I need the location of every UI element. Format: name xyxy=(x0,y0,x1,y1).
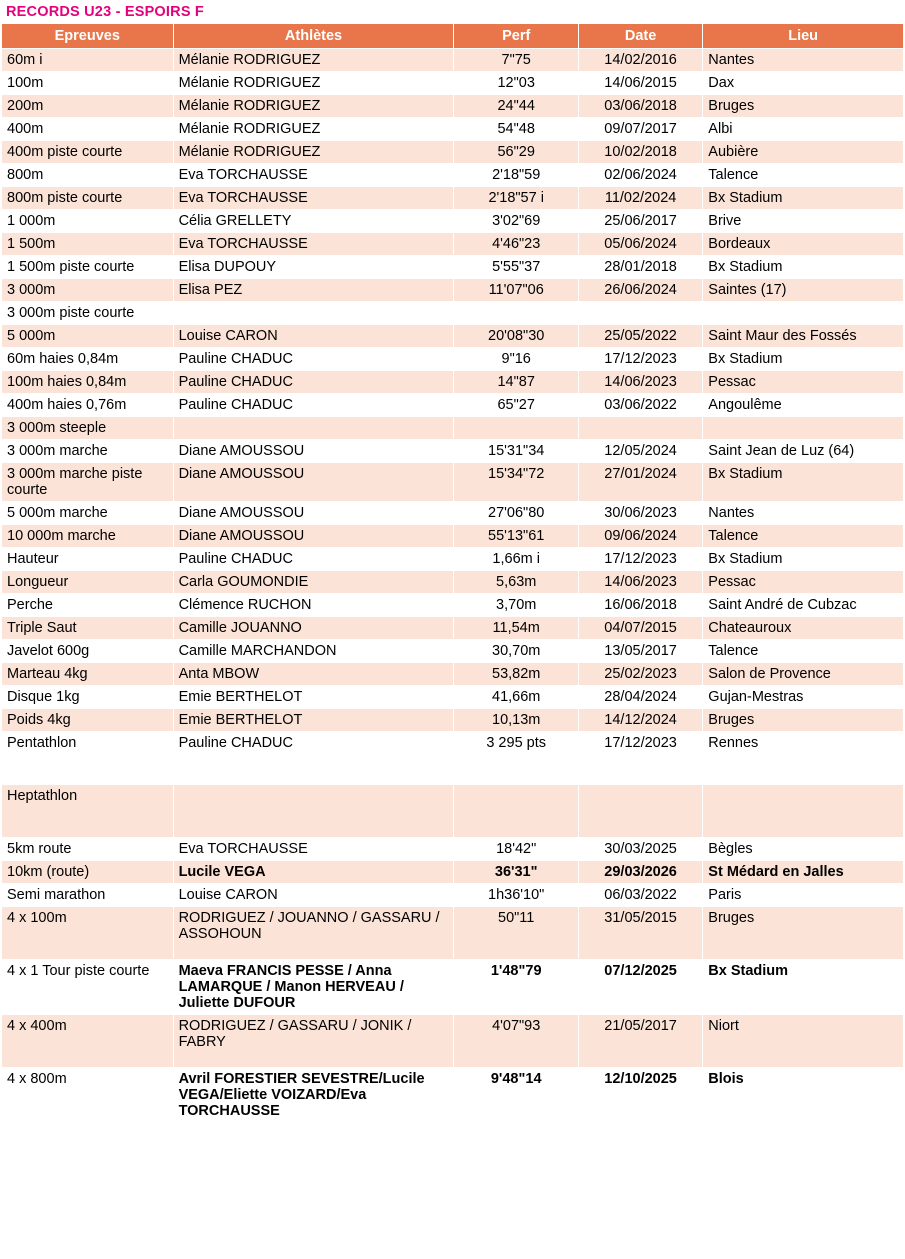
cell-date: 28/01/2018 xyxy=(578,256,702,279)
cell-date xyxy=(578,785,702,838)
cell-athlete: Diane AMOUSSOU xyxy=(173,463,454,502)
cell-lieu: Chateauroux xyxy=(703,617,904,640)
cell-athlete: Diane AMOUSSOU xyxy=(173,440,454,463)
cell-date: 16/06/2018 xyxy=(578,594,702,617)
table-row xyxy=(2,141,904,164)
table-row xyxy=(2,686,904,709)
cell-athlete: Maeva FRANCIS PESSE / Anna LAMARQUE / Manon HERVEAU / Juliette DUFOUR xyxy=(173,960,454,1015)
cell-lieu: Bx Stadium xyxy=(703,960,904,1015)
cell-perf: 9"16 xyxy=(454,348,578,371)
cell-perf: 1'48"79 xyxy=(454,960,578,1015)
cell-perf: 20'08"30 xyxy=(454,325,578,348)
cell-lieu: Aubière xyxy=(703,141,904,164)
cell-date: 10/02/2018 xyxy=(578,141,702,164)
cell-perf: 36'31" xyxy=(454,861,578,884)
cell-athlete: Pauline CHADUC xyxy=(173,348,454,371)
table-row xyxy=(2,1068,904,1123)
page-title: RECORDS U23 - ESPOIRS F xyxy=(6,4,204,20)
cell-epreuve: Hauteur xyxy=(2,548,174,571)
cell-lieu: Bx Stadium xyxy=(703,548,904,571)
cell-epreuve: Perche xyxy=(2,594,174,617)
cell-athlete: Diane AMOUSSOU xyxy=(173,525,454,548)
cell-perf: 41,66m xyxy=(454,686,578,709)
cell-lieu: Bruges xyxy=(703,907,904,960)
cell-athlete: Mélanie RODRIGUEZ xyxy=(173,141,454,164)
cell-epreuve: 3 000m marche xyxy=(2,440,174,463)
cell-athlete: Mélanie RODRIGUEZ xyxy=(173,118,454,141)
cell-perf: 15'31"34 xyxy=(454,440,578,463)
table-row xyxy=(2,279,904,302)
cell-perf: 30,70m xyxy=(454,640,578,663)
table-row xyxy=(2,325,904,348)
table-row xyxy=(2,463,904,502)
table-row xyxy=(2,371,904,394)
cell-date: 25/02/2023 xyxy=(578,663,702,686)
cell-date xyxy=(578,417,702,440)
cell-epreuve: 3 000m xyxy=(2,279,174,302)
cell-date: 29/03/2026 xyxy=(578,861,702,884)
cell-date: 27/01/2024 xyxy=(578,463,702,502)
cell-athlete: Mélanie RODRIGUEZ xyxy=(173,49,454,72)
cell-perf: 12"03 xyxy=(454,72,578,95)
table-row xyxy=(2,164,904,187)
table-row xyxy=(2,548,904,571)
cell-lieu: St Médard en Jalles xyxy=(703,861,904,884)
cell-date: 14/12/2024 xyxy=(578,709,702,732)
cell-athlete: Camille MARCHANDON xyxy=(173,640,454,663)
cell-epreuve: 3 000m marche piste courte xyxy=(2,463,174,502)
table-row xyxy=(2,907,904,960)
cell-date: 12/10/2025 xyxy=(578,1068,702,1123)
cell-date: 14/06/2015 xyxy=(578,72,702,95)
cell-epreuve: 4 x 100m xyxy=(2,907,174,960)
cell-date: 04/07/2015 xyxy=(578,617,702,640)
cell-lieu: Pessac xyxy=(703,571,904,594)
table-row xyxy=(2,440,904,463)
cell-epreuve: 1 500m piste courte xyxy=(2,256,174,279)
cell-date: 17/12/2023 xyxy=(578,348,702,371)
table-row xyxy=(2,417,904,440)
cell-epreuve: Disque 1kg xyxy=(2,686,174,709)
cell-perf: 4'46"23 xyxy=(454,233,578,256)
cell-perf: 2'18"59 xyxy=(454,164,578,187)
cell-athlete: Clémence RUCHON xyxy=(173,594,454,617)
cell-date: 26/06/2024 xyxy=(578,279,702,302)
cell-lieu: Salon de Provence xyxy=(703,663,904,686)
cell-perf xyxy=(454,302,578,325)
column-header-perf: Perf xyxy=(454,24,578,49)
cell-date: 14/02/2016 xyxy=(578,49,702,72)
table-row xyxy=(2,663,904,686)
cell-lieu: Bruges xyxy=(703,95,904,118)
cell-epreuve: 1 000m xyxy=(2,210,174,233)
cell-date: 07/12/2025 xyxy=(578,960,702,1015)
cell-lieu: Saint André de Cubzac xyxy=(703,594,904,617)
cell-athlete xyxy=(173,417,454,440)
cell-athlete: Célia GRELLETY xyxy=(173,210,454,233)
cell-perf: 27'06"80 xyxy=(454,502,578,525)
cell-athlete: Eva TORCHAUSSE xyxy=(173,187,454,210)
cell-epreuve: 5km route xyxy=(2,838,174,861)
cell-athlete: Mélanie RODRIGUEZ xyxy=(173,72,454,95)
records-table xyxy=(1,23,904,1123)
cell-lieu: Talence xyxy=(703,640,904,663)
cell-epreuve: Heptathlon xyxy=(2,785,174,838)
cell-epreuve: 800m piste courte xyxy=(2,187,174,210)
cell-lieu: Saint Jean de Luz (64) xyxy=(703,440,904,463)
table-row xyxy=(2,1015,904,1068)
table-header xyxy=(2,24,904,49)
cell-date: 03/06/2022 xyxy=(578,394,702,417)
cell-lieu: Bègles xyxy=(703,838,904,861)
cell-date: 09/06/2024 xyxy=(578,525,702,548)
table-row xyxy=(2,571,904,594)
cell-lieu: Niort xyxy=(703,1015,904,1068)
cell-perf: 11,54m xyxy=(454,617,578,640)
cell-epreuve: 1 500m xyxy=(2,233,174,256)
cell-athlete: Eva TORCHAUSSE xyxy=(173,838,454,861)
table-row xyxy=(2,732,904,785)
cell-perf: 18'42" xyxy=(454,838,578,861)
table-row xyxy=(2,785,904,838)
cell-date: 14/06/2023 xyxy=(578,571,702,594)
cell-lieu: Saint Maur des Fossés xyxy=(703,325,904,348)
cell-athlete xyxy=(173,785,454,838)
table-row xyxy=(2,594,904,617)
cell-perf xyxy=(454,417,578,440)
cell-perf: 56"29 xyxy=(454,141,578,164)
cell-epreuve: Longueur xyxy=(2,571,174,594)
table-row xyxy=(2,95,904,118)
cell-perf: 1,66m i xyxy=(454,548,578,571)
cell-lieu: Gujan-Mestras xyxy=(703,686,904,709)
cell-date: 28/04/2024 xyxy=(578,686,702,709)
table-row xyxy=(2,394,904,417)
column-header-athletes: Athlètes xyxy=(173,24,454,49)
table-row xyxy=(2,210,904,233)
cell-date: 17/12/2023 xyxy=(578,732,702,785)
cell-perf: 11'07"06 xyxy=(454,279,578,302)
cell-epreuve: 400m xyxy=(2,118,174,141)
cell-date: 02/06/2024 xyxy=(578,164,702,187)
cell-date: 25/06/2017 xyxy=(578,210,702,233)
cell-athlete: Camille JOUANNO xyxy=(173,617,454,640)
cell-perf: 54"48 xyxy=(454,118,578,141)
cell-perf: 1h36'10" xyxy=(454,884,578,907)
cell-athlete: Pauline CHADUC xyxy=(173,371,454,394)
cell-date: 13/05/2017 xyxy=(578,640,702,663)
cell-lieu: Bx Stadium xyxy=(703,256,904,279)
cell-athlete: Diane AMOUSSOU xyxy=(173,502,454,525)
cell-athlete: RODRIGUEZ / JOUANNO / GASSARU / ASSOHOUN xyxy=(173,907,454,960)
cell-athlete: Avril FORESTIER SEVESTRE/Lucile VEGA/Eliette VOIZARD/Eva TORCHAUSSE xyxy=(173,1068,454,1123)
table-row xyxy=(2,187,904,210)
cell-date: 31/05/2015 xyxy=(578,907,702,960)
cell-epreuve: Poids 4kg xyxy=(2,709,174,732)
cell-perf: 24"44 xyxy=(454,95,578,118)
cell-lieu: Angoulême xyxy=(703,394,904,417)
cell-epreuve: Marteau 4kg xyxy=(2,663,174,686)
cell-date: 25/05/2022 xyxy=(578,325,702,348)
cell-lieu: Blois xyxy=(703,1068,904,1123)
cell-perf: 15'34"72 xyxy=(454,463,578,502)
cell-lieu xyxy=(703,302,904,325)
table-row xyxy=(2,302,904,325)
table-row xyxy=(2,233,904,256)
cell-date: 30/06/2023 xyxy=(578,502,702,525)
cell-date: 21/05/2017 xyxy=(578,1015,702,1068)
table-row xyxy=(2,348,904,371)
cell-athlete: Anta MBOW xyxy=(173,663,454,686)
cell-date: 12/05/2024 xyxy=(578,440,702,463)
cell-lieu: Rennes xyxy=(703,732,904,785)
table-row xyxy=(2,709,904,732)
cell-lieu: Bruges xyxy=(703,709,904,732)
cell-epreuve: 10 000m marche xyxy=(2,525,174,548)
cell-perf: 9'48"14 xyxy=(454,1068,578,1123)
cell-epreuve: Triple Saut xyxy=(2,617,174,640)
cell-lieu: Albi xyxy=(703,118,904,141)
cell-epreuve: 10km (route) xyxy=(2,861,174,884)
cell-perf: 10,13m xyxy=(454,709,578,732)
table-row xyxy=(2,72,904,95)
cell-athlete: RODRIGUEZ / GASSARU / JONIK / FABRY xyxy=(173,1015,454,1068)
cell-athlete xyxy=(173,302,454,325)
cell-lieu: Talence xyxy=(703,164,904,187)
cell-lieu xyxy=(703,785,904,838)
column-header-epreuves: Epreuves xyxy=(2,24,174,49)
cell-perf: 7"75 xyxy=(454,49,578,72)
cell-epreuve: 4 x 800m xyxy=(2,1068,174,1123)
cell-lieu: Brive xyxy=(703,210,904,233)
cell-perf: 3'02"69 xyxy=(454,210,578,233)
cell-epreuve: 4 x 1 Tour piste courte xyxy=(2,960,174,1015)
cell-athlete: Carla GOUMONDIE xyxy=(173,571,454,594)
cell-perf: 5,63m xyxy=(454,571,578,594)
cell-perf: 2'18"57 i xyxy=(454,187,578,210)
cell-epreuve: 60m i xyxy=(2,49,174,72)
cell-athlete: Elisa PEZ xyxy=(173,279,454,302)
cell-lieu: Saintes (17) xyxy=(703,279,904,302)
cell-lieu: Nantes xyxy=(703,502,904,525)
cell-athlete: Louise CARON xyxy=(173,325,454,348)
cell-perf: 65"27 xyxy=(454,394,578,417)
cell-lieu: Bx Stadium xyxy=(703,187,904,210)
header-row xyxy=(2,24,904,49)
cell-date: 11/02/2024 xyxy=(578,187,702,210)
cell-athlete: Elisa DUPOUY xyxy=(173,256,454,279)
cell-date: 09/07/2017 xyxy=(578,118,702,141)
cell-epreuve: 5 000m xyxy=(2,325,174,348)
cell-lieu xyxy=(703,417,904,440)
cell-lieu: Dax xyxy=(703,72,904,95)
cell-perf: 3 295 pts xyxy=(454,732,578,785)
cell-perf: 3,70m xyxy=(454,594,578,617)
cell-date: 30/03/2025 xyxy=(578,838,702,861)
cell-epreuve: 3 000m piste courte xyxy=(2,302,174,325)
cell-epreuve: 400m haies 0,76m xyxy=(2,394,174,417)
cell-epreuve: 400m piste courte xyxy=(2,141,174,164)
cell-athlete: Emie BERTHELOT xyxy=(173,686,454,709)
column-header-date: Date xyxy=(578,24,702,49)
table-body xyxy=(2,49,904,1123)
cell-athlete: Pauline CHADUC xyxy=(173,394,454,417)
cell-perf: 5'55"37 xyxy=(454,256,578,279)
table-row xyxy=(2,861,904,884)
cell-date: 14/06/2023 xyxy=(578,371,702,394)
cell-epreuve: 3 000m steeple xyxy=(2,417,174,440)
table-row xyxy=(2,502,904,525)
cell-epreuve: 4 x 400m xyxy=(2,1015,174,1068)
cell-epreuve: 200m xyxy=(2,95,174,118)
cell-athlete: Pauline CHADUC xyxy=(173,732,454,785)
cell-lieu: Bordeaux xyxy=(703,233,904,256)
column-header-lieu: Lieu xyxy=(703,24,904,49)
cell-perf xyxy=(454,785,578,838)
cell-date: 05/06/2024 xyxy=(578,233,702,256)
table-row xyxy=(2,525,904,548)
cell-lieu: Bx Stadium xyxy=(703,463,904,502)
cell-athlete: Louise CARON xyxy=(173,884,454,907)
cell-perf: 55'13"61 xyxy=(454,525,578,548)
table-row xyxy=(2,884,904,907)
cell-date xyxy=(578,302,702,325)
table-row xyxy=(2,838,904,861)
cell-athlete: Emie BERTHELOT xyxy=(173,709,454,732)
table-row xyxy=(2,49,904,72)
cell-athlete: Eva TORCHAUSSE xyxy=(173,164,454,187)
cell-lieu: Bx Stadium xyxy=(703,348,904,371)
cell-epreuve: Semi marathon xyxy=(2,884,174,907)
cell-perf: 50"11 xyxy=(454,907,578,960)
cell-athlete: Lucile VEGA xyxy=(173,861,454,884)
cell-epreuve: Javelot 600g xyxy=(2,640,174,663)
cell-epreuve: 5 000m marche xyxy=(2,502,174,525)
table-row xyxy=(2,960,904,1015)
cell-epreuve: 60m haies 0,84m xyxy=(2,348,174,371)
cell-perf: 53,82m xyxy=(454,663,578,686)
cell-date: 17/12/2023 xyxy=(578,548,702,571)
cell-epreuve: 800m xyxy=(2,164,174,187)
cell-perf: 4'07"93 xyxy=(454,1015,578,1068)
cell-athlete: Pauline CHADUC xyxy=(173,548,454,571)
cell-athlete: Eva TORCHAUSSE xyxy=(173,233,454,256)
cell-epreuve: 100m xyxy=(2,72,174,95)
cell-lieu: Talence xyxy=(703,525,904,548)
table-row xyxy=(2,640,904,663)
cell-date: 03/06/2018 xyxy=(578,95,702,118)
cell-lieu: Pessac xyxy=(703,371,904,394)
cell-epreuve: Pentathlon xyxy=(2,732,174,785)
table-row xyxy=(2,118,904,141)
cell-athlete: Mélanie RODRIGUEZ xyxy=(173,95,454,118)
cell-perf: 14"87 xyxy=(454,371,578,394)
cell-lieu: Paris xyxy=(703,884,904,907)
cell-epreuve: 100m haies 0,84m xyxy=(2,371,174,394)
table-row xyxy=(2,256,904,279)
table-row xyxy=(2,617,904,640)
cell-date: 06/03/2022 xyxy=(578,884,702,907)
cell-lieu: Nantes xyxy=(703,49,904,72)
